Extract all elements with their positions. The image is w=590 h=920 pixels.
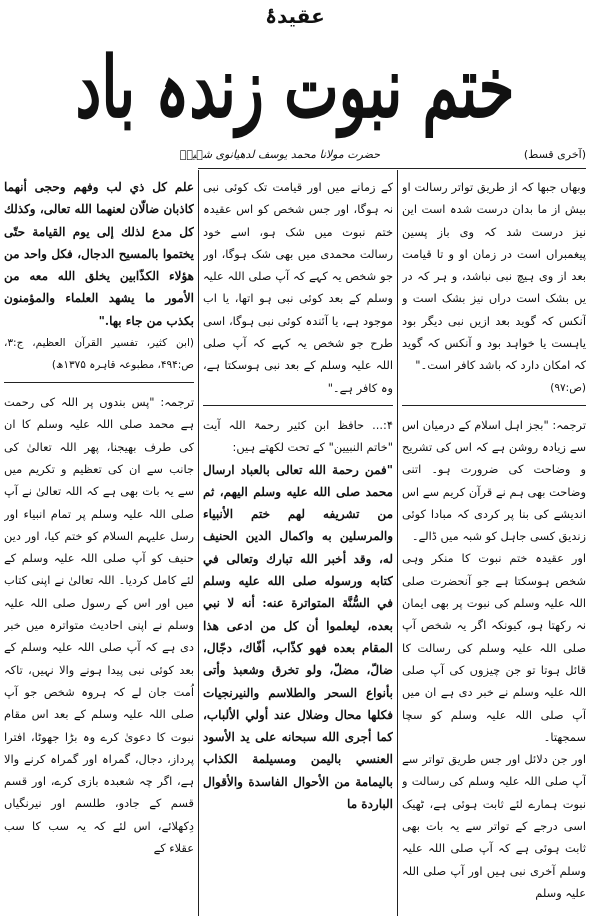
quote-reference: (ابن کثیر، تفسیر القرآن العظیم، ج:۳، ص:۴۹۴، مطبوعہ قاہرہ ۱۳۷۵ھ) xyxy=(4,337,194,372)
paragraph-divider xyxy=(4,382,194,383)
body-paragraph: اور عقیدہ ختم نبوت کا منکر وہی شخص ہوسکتا ہے جو آنحضرت صلی اللہ علیہ وسلم کی نبوت پر بھی ایمان نہ رکھتا ہو، کیونکہ اگر یہ شخص آپ صلی اللہ علیہ وسلم کی رسالت کا قائل ہوتا تو جن چیزوں کی آپ صلی اللہ علیہ وسلم نے خبر دی ہے ان میں آپ صلی اللہ علیہ وسلم کو سچا سمجھتا۔ xyxy=(402,551,586,744)
arabic-quote-continued: علم كل ذي لب وفهم وحجى أنهما كاذبان ضالّان لعنهما الله تعالى، وكذلك كل مدع لذلك إلى يوم القيامة حتّى يختموا بالمسيح الدجال، فكل واحد من هؤلاء الكذّابين يخلق الله معه من الأمور ما يشهد العلماء والمؤمنون بكذب من جاء بها." xyxy=(4,180,194,328)
arabic-quote: "فمن رحمة الله تعالى بالعباد ارسال محمد صلى الله عليه وسلم اليهم، ثم من تشريفه لهم ختم الأنبياء والمرسلين به واكمال الدين الحنيف له، وقد أخبر الله تبارك وتعالى في كتابه ورسوله صلى الله عليه وسلم في السُّنَّة المتواترة عنه: أنه لا نبي بعده، ليعلموا أن كل من ادعى هذا المقام بعده فهو كذّاب، أفّاك، دجّال، ضالّ، مضلّ، ولو تخرق وشعبذ وأتى بأنواع السحر والطلاسم والنيرنجيات فكلها محال وضلال عند أولي الألباب، كما أجرى الله سبحانه على يد الأسود العنسي باليمن ومسيلمة الكذاب باليمامة من الأحوال الفاسدة والأقوال الباردة ما xyxy=(203,462,393,812)
article-column-right xyxy=(402,176,586,920)
headline xyxy=(0,38,590,138)
persian-quote: وبھاں جبھا کہ از طریق تواتر رسالت او بیش از ما بدان درست شدہ است این نیز درست شد کہ وی باز پسین پیغمبراں است در زمان او و تا قیامت بعد از وی ہیچ نبی نباشد، و ہر کہ در یں بشک است دراں نیز بشک است و آنکس کہ گوید بعد ازیں نبی دیگر بود یاہست یا خواہد بود و آنکس کہ گوید کہ امکان دارد کہ باشد کافر است۔" xyxy=(402,180,586,373)
body-paragraph: کے زمانے میں اور قیامت تک کوئی نبی نہ ہوگا، اور جس شخص کو اس عقیدہ ختم نبوت میں شک ہو، اسے خود رسالت محمدی میں بھی شک ہوگا، اور جو شخص یہ کہے کہ آپ صلی اللہ علیہ وسلم کے بعد کوئی نبی ہو اتھا، یا اب موجود ہے، یا آئندہ کوئی نبی ہوگا، اسی طرح جو شخص یہ کہے کہ آپ صلی اللہ علیہ وسلم کے بعد نبی ہوسکتا ہے، وہ کافر ہے۔" xyxy=(203,180,393,395)
column-divider-right xyxy=(397,170,398,916)
author-byline: حضرت مولانا محمد یوسف لدھیانوی شہیدؒ xyxy=(179,148,380,161)
headline-text: ختم نبوت زندہ باد xyxy=(75,38,515,137)
body-paragraph: اور جن دلائل اور جس طریق تواتر سے آپ صلی اللہ علیہ وسلم کی رسالت و نبوت ہمارے لئے ثابت ہوئی ہے، ٹھیک اسی درجے کے تواتر سے یہ بات بھی ثابت ہوئی ہے کہ آپ صلی اللہ علیہ وسلم آخری نبی ہیں اور آپ صلی اللہ علیہ وسلم xyxy=(402,752,586,900)
translation-paragraph: ترجمہ: "پس بندوں پر اللہ کی رحمت ہے محمد صلی اللہ علیہ وسلم کا ان کی طرف بھیجنا، پھر اللہ تعالیٰ کی جانب سے ان کی تعظیم و تکریم میں سے یہ بات بھی ہے کہ اللہ تعالیٰ نے آپ صلی اللہ علیہ وسلم پر تمام انبیاء اور رسل علیہم السلام کو ختم کیا، اور دین حنیف کو آپ صلی اللہ علیہ وسلم کے لئے کامل کردیا۔ اللہ تعالیٰ نے اپنی کتاب میں اور اس کے رسول صلی اللہ علیہ وسلم نے اپنی احادیث متواترہ میں خبر دی ہے کہ آپ صلی اللہ علیہ وسلم کے بعد کوئی نبی پیدا ہونے والا نہیں، تاکہ اُمت جان لے کہ ہروہ شخص جو آپ صلی اللہ علیہ وسلم کے بعد اس مقام نبوت کا دعویٰ کرے وہ بڑا جھوٹا، افترا پرداز، دجال، گمراہ اور گمراہ کرنے والا ہے، اگر چہ شعبدہ بازی کرے، اور قسم قسم کے جادو، طلسم اور نیرنگیاں دِکھلائے، اس لئے کہ یہ سب کا سب عقلاء کے xyxy=(4,395,194,856)
article-column-left xyxy=(4,176,194,920)
paragraph-divider xyxy=(203,405,393,406)
column-divider-left xyxy=(198,170,199,916)
section-kicker: عقیدۂ xyxy=(265,4,325,28)
paragraph-divider xyxy=(402,405,586,406)
translation-paragraph: ترجمہ: "بجز اہل اسلام کے درمیان اس سے زیادہ روشن ہے کہ اس کی تشریح و وضاحت کی ضرورت ہو۔ اتنی وضاحت بھی ہم نے قرآن کریم سے اس اندیشے کی بنا پر کردی کہ مبادا کوئی زندیق کسی جاہل کو شبہ میں ڈالے۔ xyxy=(402,417,586,544)
quote-reference: (ص:۹۷) xyxy=(550,381,586,394)
header-divider xyxy=(198,168,586,169)
article-column-middle xyxy=(203,176,393,920)
citation-intro: ۴:... حافظ ابن کثیر رحمۃ اللہ آیت "خاتم النبیین" کے تحت لکھتے ہیں: xyxy=(203,417,393,455)
part-label: (آخری قسط) xyxy=(523,148,586,161)
